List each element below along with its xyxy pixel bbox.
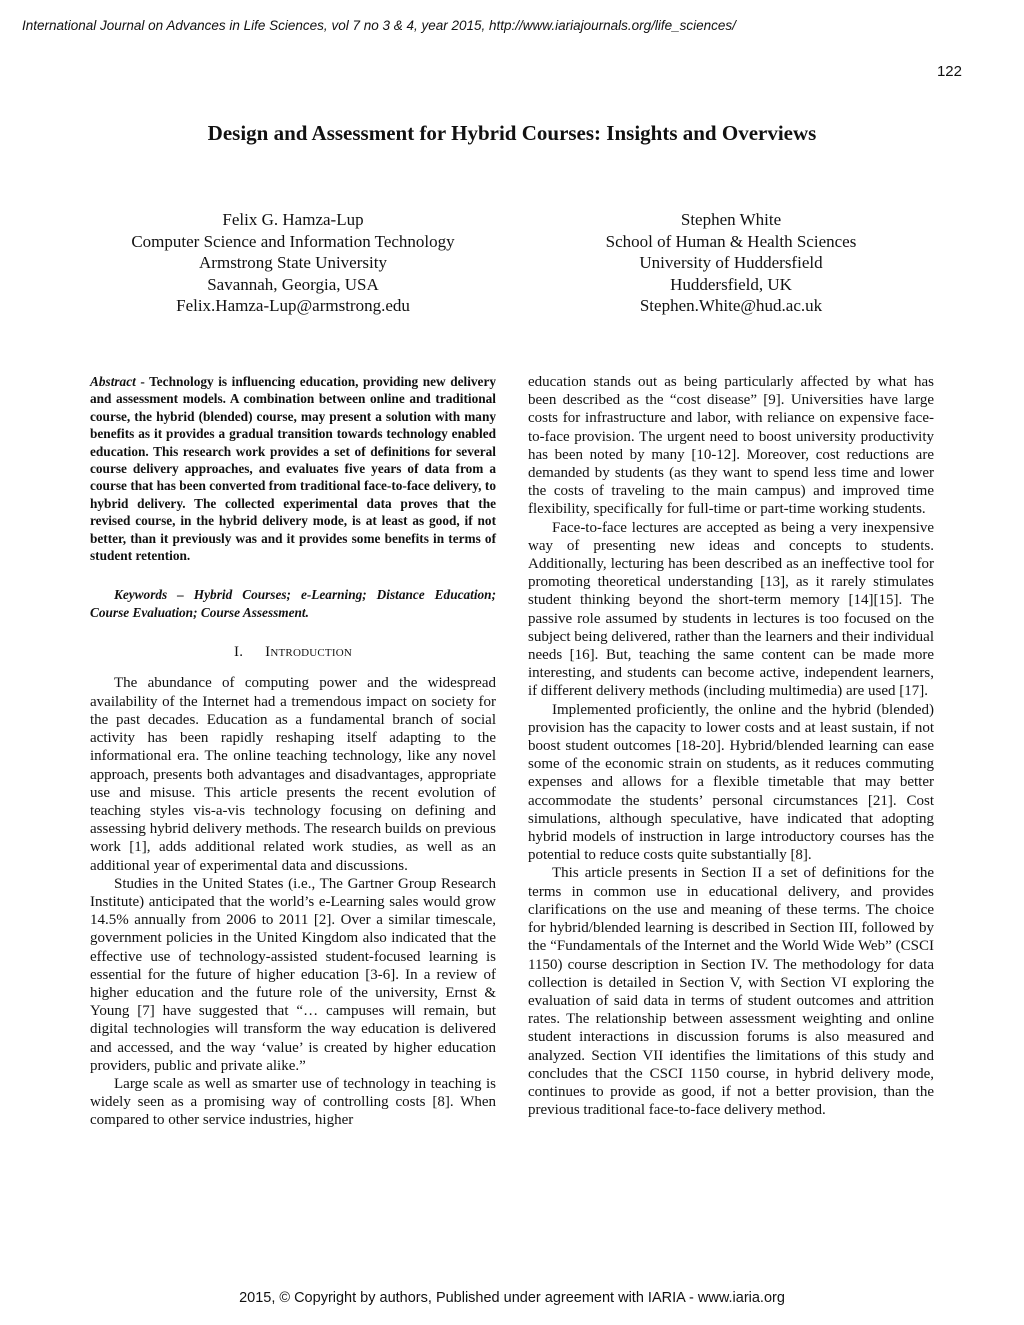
paragraph: Implemented proficiently, the online and the hybrid (blended) provision has the capacity to lower costs and at least sustain, if not boost student outcomes [18-20]. Hybrid/blended learning can ease some of the economic strain on students, as it reduces commuting expenses and allows for a flexible timetable that may better accommodate the students’ personal circumstances [21]. Cost simulations, although speculative, have indicated that adopting hybrid models of instruction in large introductory courses has the potential to reduce costs quite substantially [8]. xyxy=(528,701,934,864)
author-department: Computer Science and Information Technology xyxy=(131,231,455,251)
section-title: Introduction xyxy=(265,644,352,661)
copyright-footer: 2015, © Copyright by authors, Published under agreement with IARIA - www.iaria.org xyxy=(239,1290,785,1306)
paper-title: Design and Assessment for Hybrid Courses: Insights and Overviews xyxy=(207,121,817,145)
author-email[interactable]: Felix.Hamza-Lup@armstrong.edu xyxy=(176,296,410,315)
keywords: Keywords – Hybrid Courses; e-Learning; Distance Education; Course Evaluation; Course Assessment. xyxy=(90,587,496,620)
left-column xyxy=(90,373,496,1130)
author-block-1 xyxy=(83,209,503,317)
author-name: Felix G. Hamza-Lup xyxy=(222,210,364,229)
author-block-2 xyxy=(521,209,941,317)
abstract-label: Abstract xyxy=(90,374,136,389)
paragraph: Large scale as well as smarter use of technology in teaching is widely seen as a promising way of controlling costs [8]. When compared to other service industries, higher xyxy=(90,1075,496,1129)
author-name: Stephen White xyxy=(680,210,782,229)
paragraph: The abundance of computing power and the widespread availability of the Internet had a tremendous impact on society for the past decades. Education as a fundamental branch of social activity has been rapidly reshaping itself adapting to the informational era. The online teaching technology, like any novel approach, presents both advantages and disadvantages, appropriate use and misuse. This article presents the recent evolution of teaching styles vis-a-vis technology focusing on defining and assessing hybrid delivery methods. The research builds on previous work [1], adds additional related work studies, as well as an additional year of experimental data and discussions. xyxy=(90,675,496,874)
author-email[interactable]: Stephen.White@hud.ac.uk xyxy=(639,296,823,315)
paragraph: education stands out as being particularly affected by what has been described as the “cost disease” [9]. Universities have large costs for infrastructure and labor, with reliance on expensive face-to-face provision. The urgent need to boost university productivity has been noted by many [10-12]. Moreover, cost reductions are demanded by students (as they want to spend less time and lower the costs of traveling to the main campus) and improved time flexibility, specifically for full-time or part-time working students. xyxy=(528,374,934,518)
section-heading-introduction xyxy=(90,643,496,661)
author-institution: University of Huddersfield xyxy=(639,253,823,272)
paragraph: Face-to-face lectures are accepted as being a very inexpensive way of presenting new ideas and concepts to students. Additionally, lecturing has been described as an ineffective tool for promoting theoretical understanding [13], as it rarely stimulates student thinking beyond the short-term memory [14][15]. The passive role assumed by students in lectures is too focused on the subject being delivered, rather than the learners and their individual needs [16]. But, teaching the same content can be made more interesting, and students can become active, independent learners, if different delivery methods (including multimedia) are used [17]. xyxy=(528,519,934,700)
section-number: I. xyxy=(234,644,244,661)
right-column xyxy=(528,373,934,1119)
author-institution: Armstrong State University xyxy=(199,253,387,272)
paragraph: This article presents in Section II a set of definitions for the terms in common use in educational delivery, and provides clarifications on the use and meaning of these terms. The choice for hybrid/blended learning is described in Section III, followed by the “Fundamentals of the Internet and the World Wide Web” (CSCI 1150) course description in Section IV. The methodology for data collection is detailed in Section V, with Section VI exploring the evaluation of said data in terms of student outcomes and attrition rates. The relationship between assessment weighting and online student interactions in discussion forums is also measured and analyzed. Section VII identifies the limitations of this study and concludes that the CSCI 1150 course, in hybrid delivery mode, continues to provide as good, if not a better provision, than the previous traditional face-to-face delivery method. xyxy=(528,865,934,1119)
page-number: 122 xyxy=(936,63,962,80)
abstract-text: - Technology is influencing education, providing new delivery and assessment models. A combination between online and traditional course, the hybrid (blended) course, may present a solution with many benefits as it provides a gradual transition towards technology enabled education. This research work provides a set of definitions for several course delivery approaches, and evaluates five years of data from a course that has been converted from traditional face-to-face delivery, to hybrid delivery. The collected experimental data proves that the revised course, in the hybrid delivery mode, is at least as good, if not better, than it previously was and it provides some benefits in terms of student retention. xyxy=(90,374,496,564)
running-head: International Journal on Advances in Life Sciences, vol 7 no 3 & 4, year 2015, http://www.iariajournals.org/life_sciences/ xyxy=(22,18,736,33)
author-department: School of Human & Health Sciences xyxy=(605,231,857,251)
abstract xyxy=(90,373,496,564)
paragraph: Studies in the United States (i.e., The Gartner Group Research Institute) anticipated that the world’s e-Learning sales would grow 14.5% annually from 2006 to 2011 [2]. Over a similar timescale, government policies in the United Kingdom also indicated that the effective use of technology-assisted student-focused learning is essential for the future of higher education [3-6]. In a review of higher education and the future role of the university, Ernst & Young [7] have suggested that “… campuses will remain, but digital technologies will transform the way education is delivered and accessed, and the way ‘value’ is created by higher education providers, public and private alike.” xyxy=(90,875,496,1074)
author-location: Huddersfield, UK xyxy=(670,274,792,294)
author-location: Savannah, Georgia, USA xyxy=(207,274,379,294)
